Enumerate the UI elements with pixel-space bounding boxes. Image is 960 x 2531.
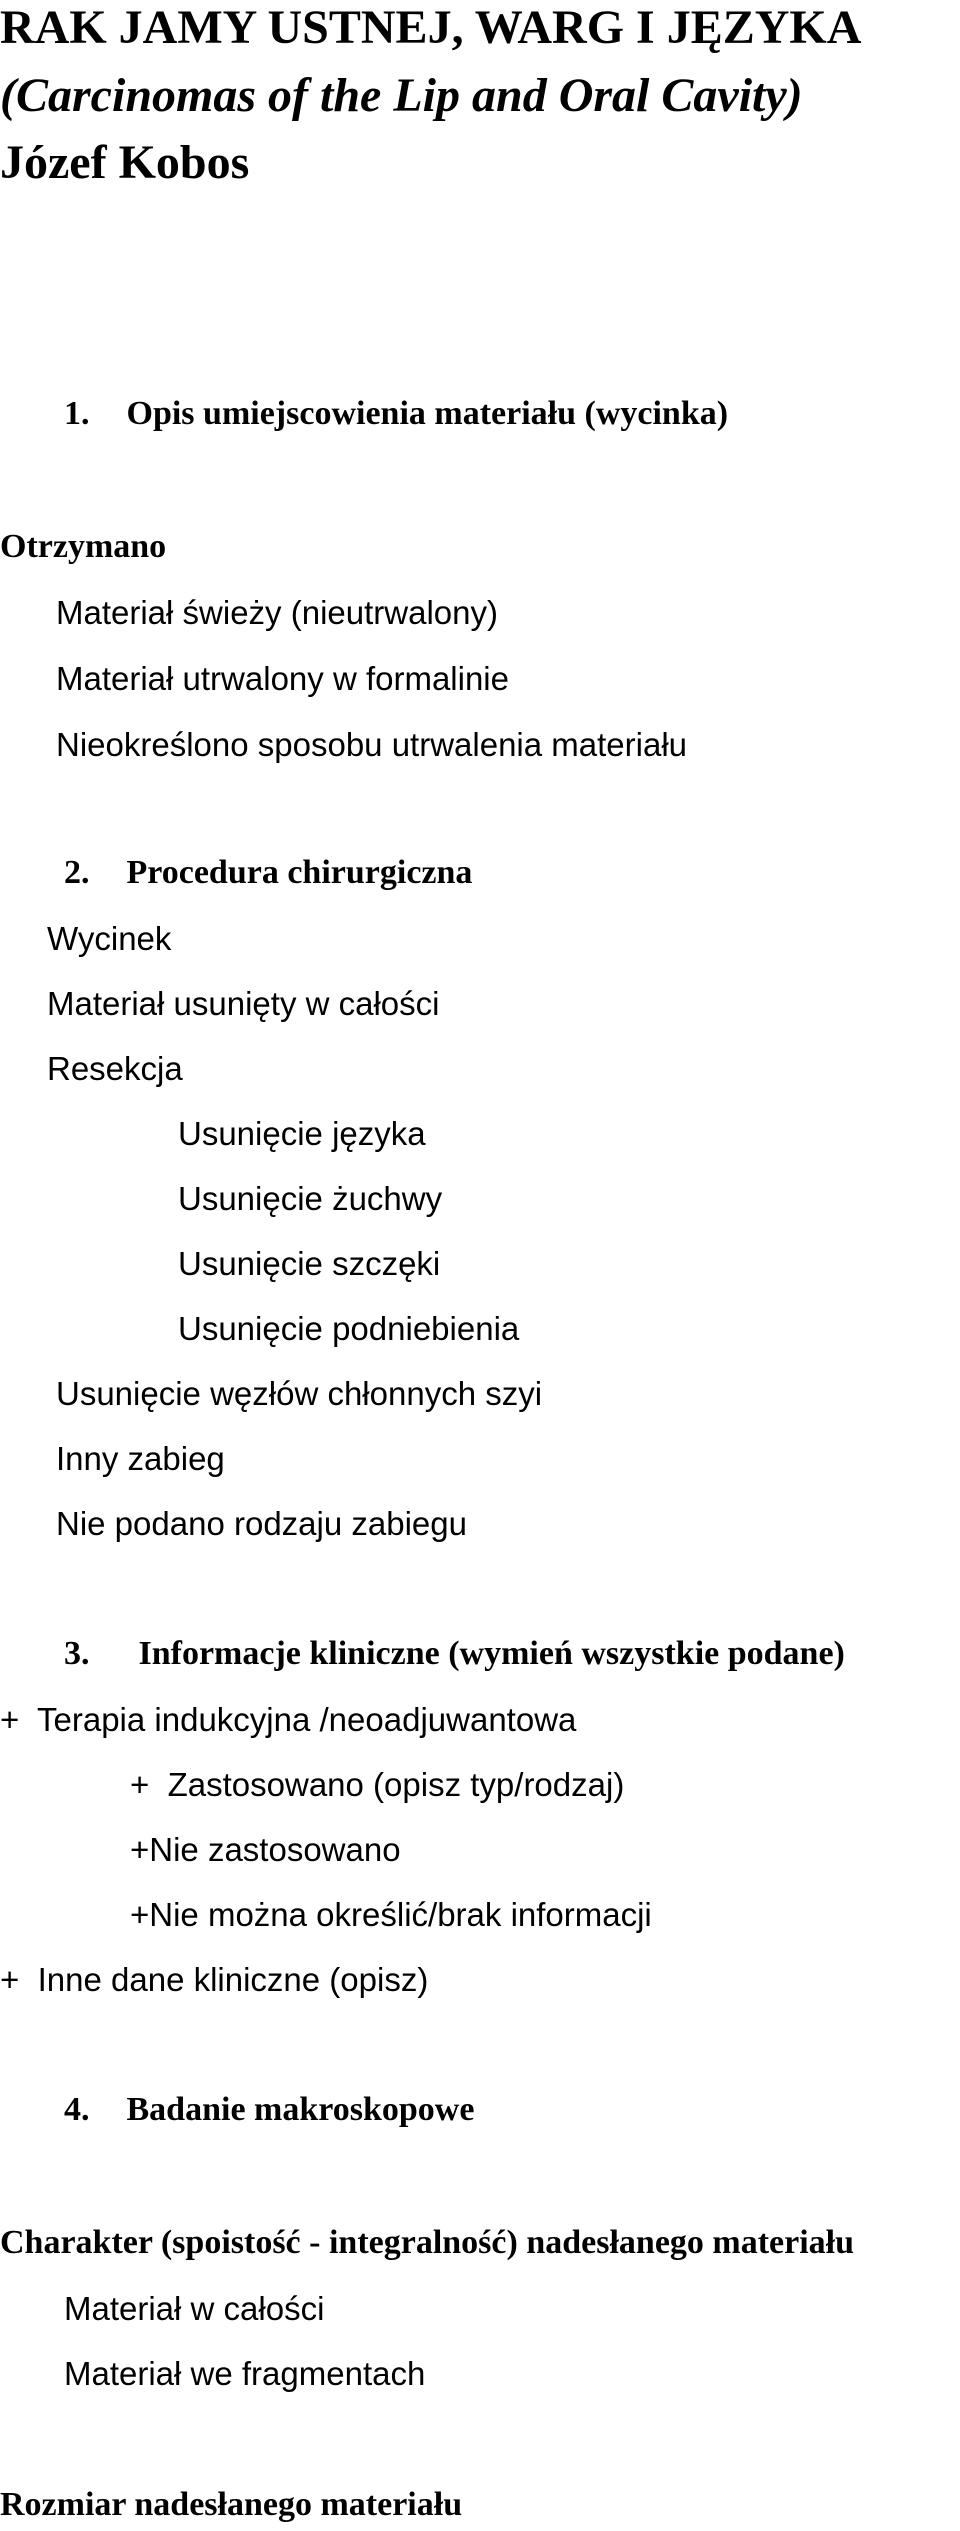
list-item: +Nie można określić/brak informacji bbox=[130, 1896, 652, 1933]
list-item: Resekcja bbox=[47, 1050, 183, 1087]
list-item: Nie podano rodzaju zabiegu bbox=[56, 1505, 467, 1542]
section-3-title: Informacje kliniczne (wymień wszystkie podane) bbox=[138, 1635, 845, 1672]
list-item: + Inne dane kliniczne (opisz) bbox=[0, 1961, 429, 1998]
list-item: Usunięcie podniebienia bbox=[178, 1310, 520, 1347]
list-item: Usunięcie węzłów chłonnych szyi bbox=[56, 1375, 543, 1412]
section-4-subheading: Charakter (spoistość - integralność) nadesłanego materiału bbox=[0, 2224, 855, 2261]
section-1-subheading: Otrzymano bbox=[0, 528, 167, 565]
section-4-title: Badanie makroskopowe bbox=[126, 2091, 475, 2128]
document-title: RAK JAMY USTNEJ, WARG I JĘZYKA bbox=[0, 1, 862, 54]
list-item: Materiał w całości bbox=[64, 2290, 325, 2327]
list-item: Usunięcie szczęki bbox=[178, 1245, 441, 1282]
section-1-number: 1. bbox=[64, 395, 90, 432]
section-2-heading bbox=[64, 856, 472, 890]
list-item: Nieokreślono sposobu utrwalenia materiału bbox=[56, 726, 688, 763]
section-4-subheading-size: Rozmiar nadesłanego materiału bbox=[0, 2486, 463, 2523]
list-item: Materiał usunięty w całości bbox=[47, 985, 440, 1022]
section-2-number: 2. bbox=[64, 854, 90, 891]
document-subtitle: (Carcinomas of the Lip and Oral Cavity) bbox=[0, 69, 803, 122]
list-item: +Nie zastosowano bbox=[130, 1831, 401, 1868]
list-item: + Zastosowano (opisz typ/rodzaj) bbox=[130, 1766, 625, 1803]
list-item: Materiał utrwalony w formalinie bbox=[56, 660, 509, 697]
list-item: Inny zabieg bbox=[56, 1440, 225, 1477]
author-name: Józef Kobos bbox=[0, 136, 250, 189]
list-item: Materiał świeży (nieutrwalony) bbox=[56, 594, 498, 631]
list-item: Usunięcie żuchwy bbox=[178, 1180, 443, 1217]
list-item: + Terapia indukcyjna /neoadjuwantowa bbox=[0, 1701, 577, 1738]
section-3-number: 3. bbox=[64, 1635, 90, 1672]
section-1-heading bbox=[64, 397, 728, 431]
section-1-title: Opis umiejscowienia materiału (wycinka) bbox=[126, 395, 729, 432]
section-2-title: Procedura chirurgiczna bbox=[126, 854, 473, 891]
list-item: Wycinek bbox=[47, 920, 172, 957]
list-item: Usunięcie języka bbox=[178, 1115, 426, 1152]
section-3-heading bbox=[64, 1637, 845, 1671]
section-4-number: 4. bbox=[64, 2091, 90, 2128]
list-item: Materiał we fragmentach bbox=[64, 2355, 426, 2392]
section-4-heading bbox=[64, 2093, 474, 2127]
